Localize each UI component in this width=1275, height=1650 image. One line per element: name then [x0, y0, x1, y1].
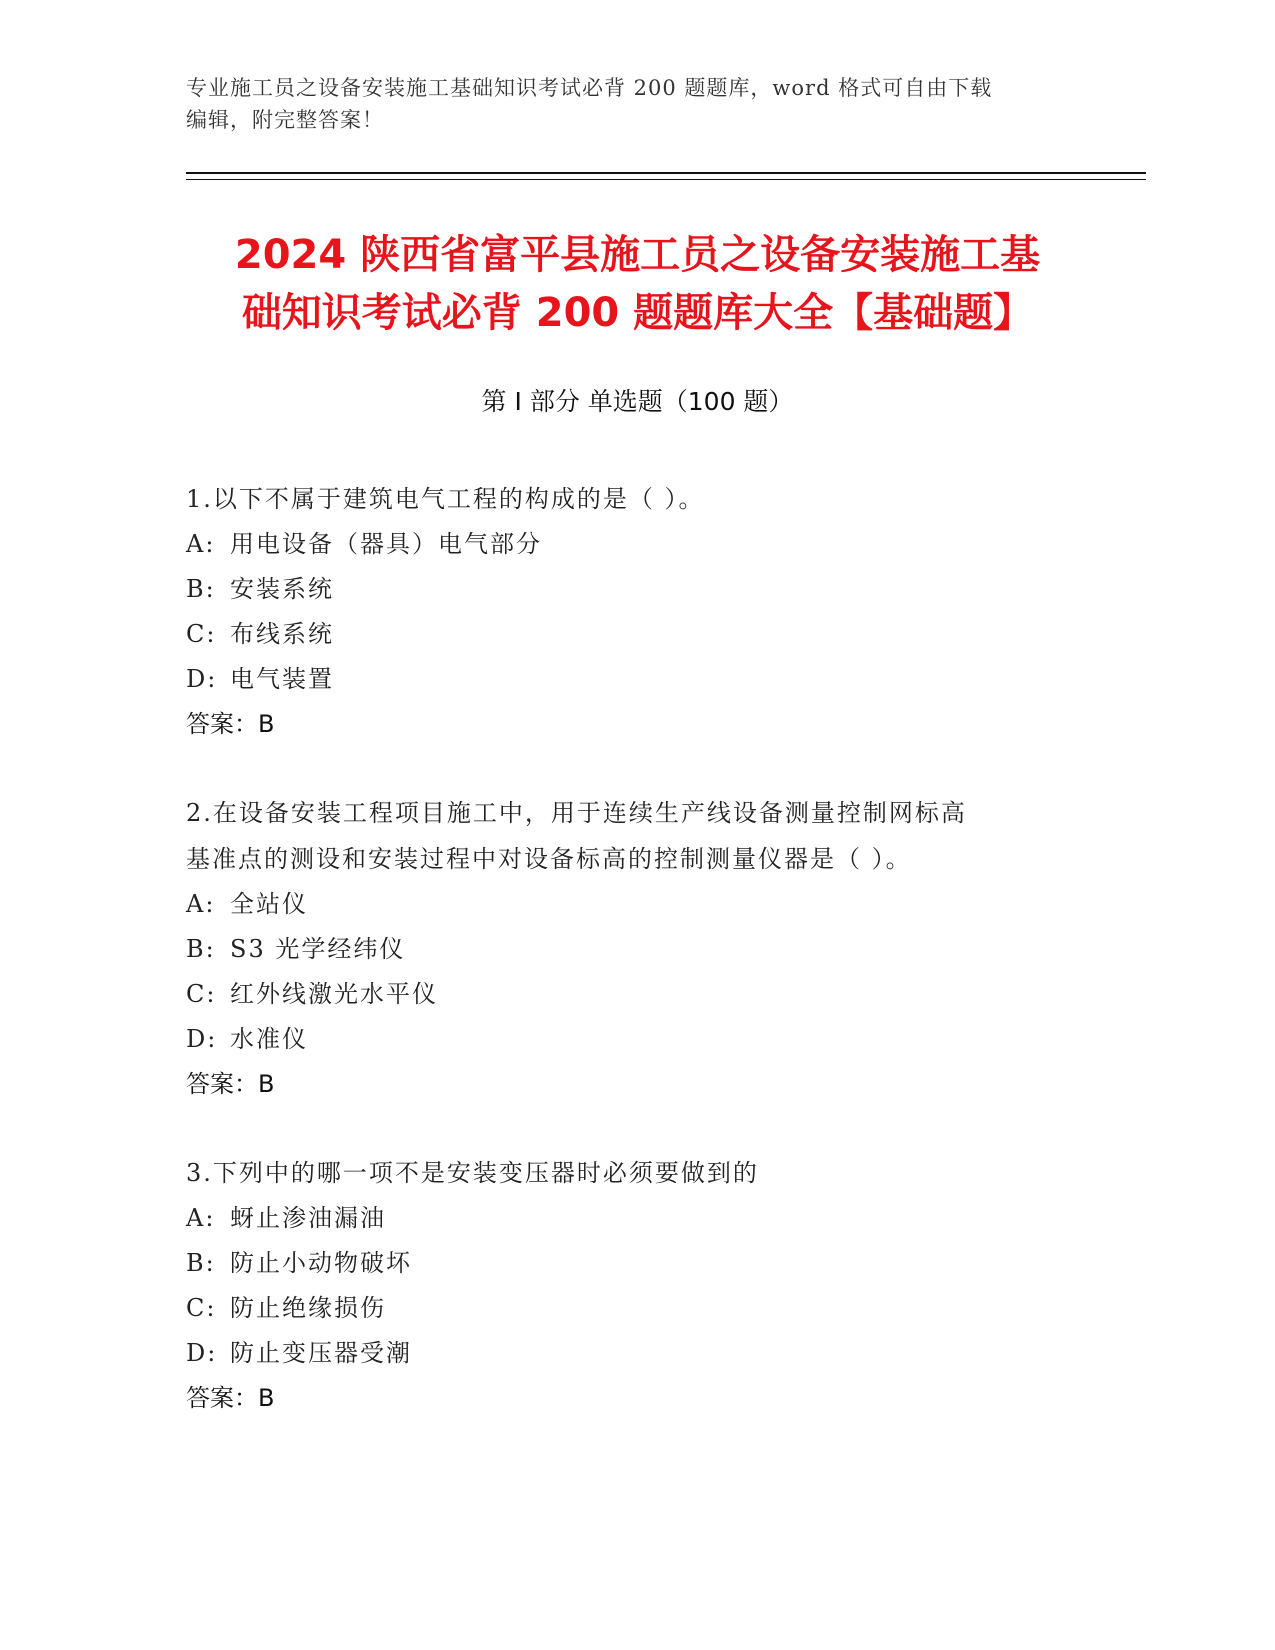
question-2	[186, 790, 1086, 1107]
option-key: B:	[186, 1249, 216, 1277]
question-1	[186, 476, 1086, 747]
option-a	[186, 882, 1086, 927]
question-stem: 2.在设备安装工程项目施工中，用于连续生产线设备测量控制网标高	[186, 799, 967, 827]
option-a	[186, 522, 1086, 567]
option-text: 安装系统	[230, 575, 334, 603]
header-note-line-2: 编辑，附完整答案！	[186, 108, 384, 132]
header-divider-thick	[186, 172, 1146, 174]
header-divider-thin	[186, 179, 1146, 180]
option-key: D:	[186, 1025, 218, 1053]
option-key: C:	[186, 980, 217, 1008]
option-key: C:	[186, 1294, 217, 1322]
option-b	[186, 567, 1086, 612]
document-title-line-1: 2024 陕西省富平县施工员之设备安装施工基	[234, 232, 1041, 278]
option-text: 红外线激光水平仪	[230, 980, 438, 1008]
answer-line: 答案：B	[186, 710, 275, 738]
option-c	[186, 972, 1086, 1017]
option-d	[186, 1331, 1086, 1376]
option-key: A:	[186, 1204, 216, 1232]
option-key: C:	[186, 620, 217, 648]
option-c	[186, 612, 1086, 657]
header-note-line-1: 专业施工员之设备安装施工基础知识考试必背 200 题题库，word 格式可自由下载	[186, 76, 993, 100]
option-text: 全站仪	[230, 890, 308, 918]
document-title-line-2: 础知识考试必背 200 题题库大全【基础题】	[241, 290, 1034, 336]
question-stem: 3.下列中的哪一项不是安装变压器时必须要做到的	[186, 1159, 759, 1187]
option-b	[186, 1241, 1086, 1286]
option-d	[186, 1017, 1086, 1062]
option-text: 防止变压器受潮	[230, 1339, 412, 1367]
option-text: 防止小动物破坏	[230, 1249, 412, 1277]
option-key: D:	[186, 1339, 218, 1367]
option-key: A:	[186, 890, 216, 918]
option-d	[186, 657, 1086, 702]
question-stem-continued: 基准点的测设和安装过程中对设备标高的控制测量仪器是（ ）。	[186, 845, 912, 873]
option-text: 电气装置	[230, 665, 334, 693]
option-text: 水准仪	[230, 1025, 308, 1053]
question-list	[186, 476, 1086, 1464]
answer-line: 答案：B	[186, 1384, 275, 1412]
option-key: B:	[186, 935, 216, 963]
option-key: A:	[186, 530, 216, 558]
option-text: 布线系统	[230, 620, 334, 648]
option-text: 用电设备（器具）电气部分	[230, 530, 542, 558]
document-title	[150, 226, 1125, 342]
option-text: S3 光学经纬仪	[230, 935, 406, 963]
option-c	[186, 1286, 1086, 1331]
header-note	[186, 72, 1066, 136]
option-key: B:	[186, 575, 216, 603]
option-b	[186, 927, 1086, 972]
option-a	[186, 1196, 1086, 1241]
section-title: 第 I 部分 单选题（100 题）	[481, 387, 794, 416]
option-text: 蚜止渗油漏油	[230, 1204, 386, 1232]
question-3	[186, 1150, 1086, 1421]
answer-line: 答案：B	[186, 1070, 275, 1098]
option-key: D:	[186, 665, 218, 693]
option-text: 防止绝缘损伤	[230, 1294, 386, 1322]
question-stem: 1.以下不属于建筑电气工程的构成的是（ ）。	[186, 485, 705, 513]
